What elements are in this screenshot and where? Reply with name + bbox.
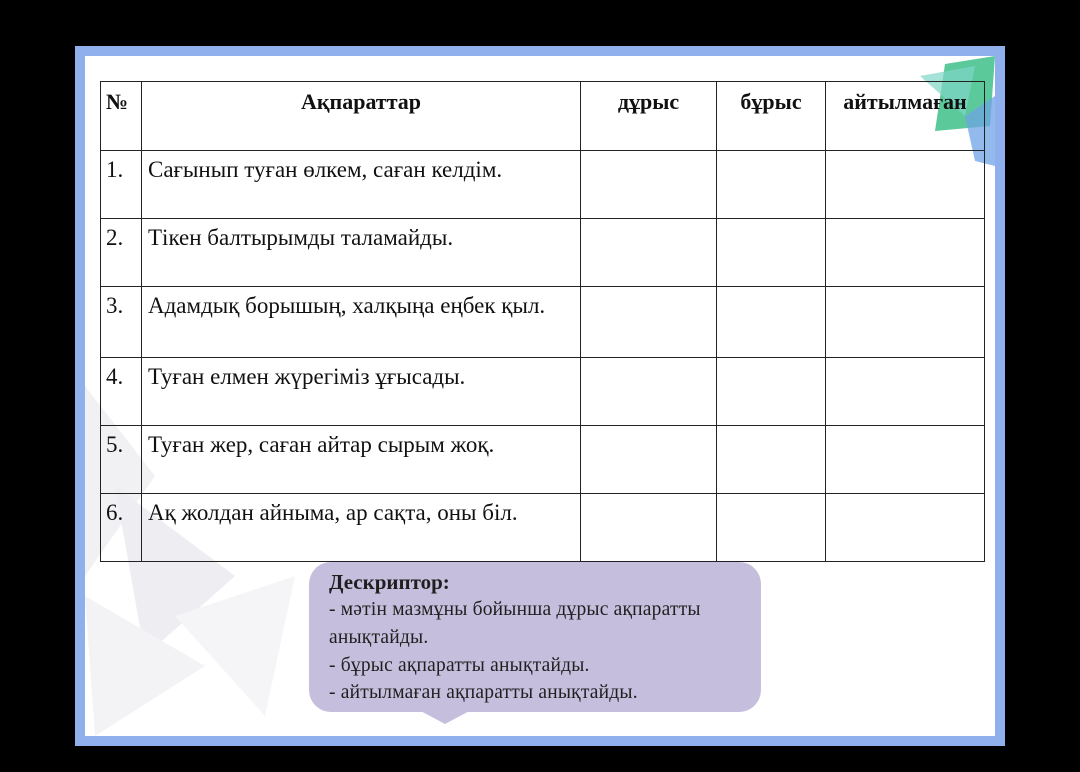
answer-true-cell[interactable] (581, 219, 717, 287)
descriptor-line: - бұрыс ақпаратты анықтайды. (329, 654, 590, 676)
answer-not-mentioned-cell[interactable] (826, 494, 985, 562)
answer-true-cell[interactable] (581, 287, 717, 358)
row-statement: Туған елмен жүрегіміз ұғысады. (142, 358, 581, 426)
answer-not-mentioned-cell[interactable] (826, 287, 985, 358)
descriptor-title: Дескриптор: (329, 570, 450, 594)
answer-false-cell[interactable] (717, 151, 826, 219)
answer-not-mentioned-cell[interactable] (826, 426, 985, 494)
table-row (101, 494, 985, 562)
header-false: бұрыс (717, 82, 826, 151)
row-number: 3. (101, 287, 142, 358)
table-row (101, 426, 985, 494)
table-header-row (101, 82, 985, 151)
answer-not-mentioned-cell[interactable] (826, 358, 985, 426)
table-row (101, 287, 985, 358)
row-number: 4. (101, 358, 142, 426)
row-number: 1. (101, 151, 142, 219)
answer-true-cell[interactable] (581, 494, 717, 562)
table-row (101, 219, 985, 287)
header-statements: Ақпараттар (142, 82, 581, 151)
answer-true-cell[interactable] (581, 426, 717, 494)
header-number: № (101, 82, 142, 151)
header-not-mentioned: айтылмаған (826, 82, 985, 151)
row-statement: Туған жер, саған айтар сырым жоқ. (142, 426, 581, 494)
answer-false-cell[interactable] (717, 219, 826, 287)
statements-table (100, 81, 985, 562)
descriptor-box (309, 562, 761, 712)
slide-frame (75, 46, 1005, 746)
answer-not-mentioned-cell[interactable] (826, 151, 985, 219)
table-row (101, 151, 985, 219)
row-number: 6. (101, 494, 142, 562)
answer-false-cell[interactable] (717, 287, 826, 358)
row-statement: Адамдық борышың, халқыңа еңбек қыл. (142, 287, 581, 358)
answer-true-cell[interactable] (581, 358, 717, 426)
answer-false-cell[interactable] (717, 426, 826, 494)
row-statement: Сағынып туған өлкем, саған келдім. (142, 151, 581, 219)
header-true: дұрыс (581, 82, 717, 151)
answer-false-cell[interactable] (717, 494, 826, 562)
table-row (101, 358, 985, 426)
row-statement: Ақ жолдан айныма, ар сақта, оны біл. (142, 494, 581, 562)
slide (85, 56, 995, 736)
row-number: 5. (101, 426, 142, 494)
descriptor-callout-tail (415, 708, 475, 724)
descriptor-line: - айтылмаған ақпаратты анықтайды. (329, 682, 638, 704)
answer-false-cell[interactable] (717, 358, 826, 426)
answer-not-mentioned-cell[interactable] (826, 219, 985, 287)
row-number: 2. (101, 219, 142, 287)
descriptor-line: - мәтін мазмұны бойынша дұрыс ақпаратты анықтайды. (329, 599, 701, 649)
answer-true-cell[interactable] (581, 151, 717, 219)
row-statement: Тікен балтырымды таламайды. (142, 219, 581, 287)
